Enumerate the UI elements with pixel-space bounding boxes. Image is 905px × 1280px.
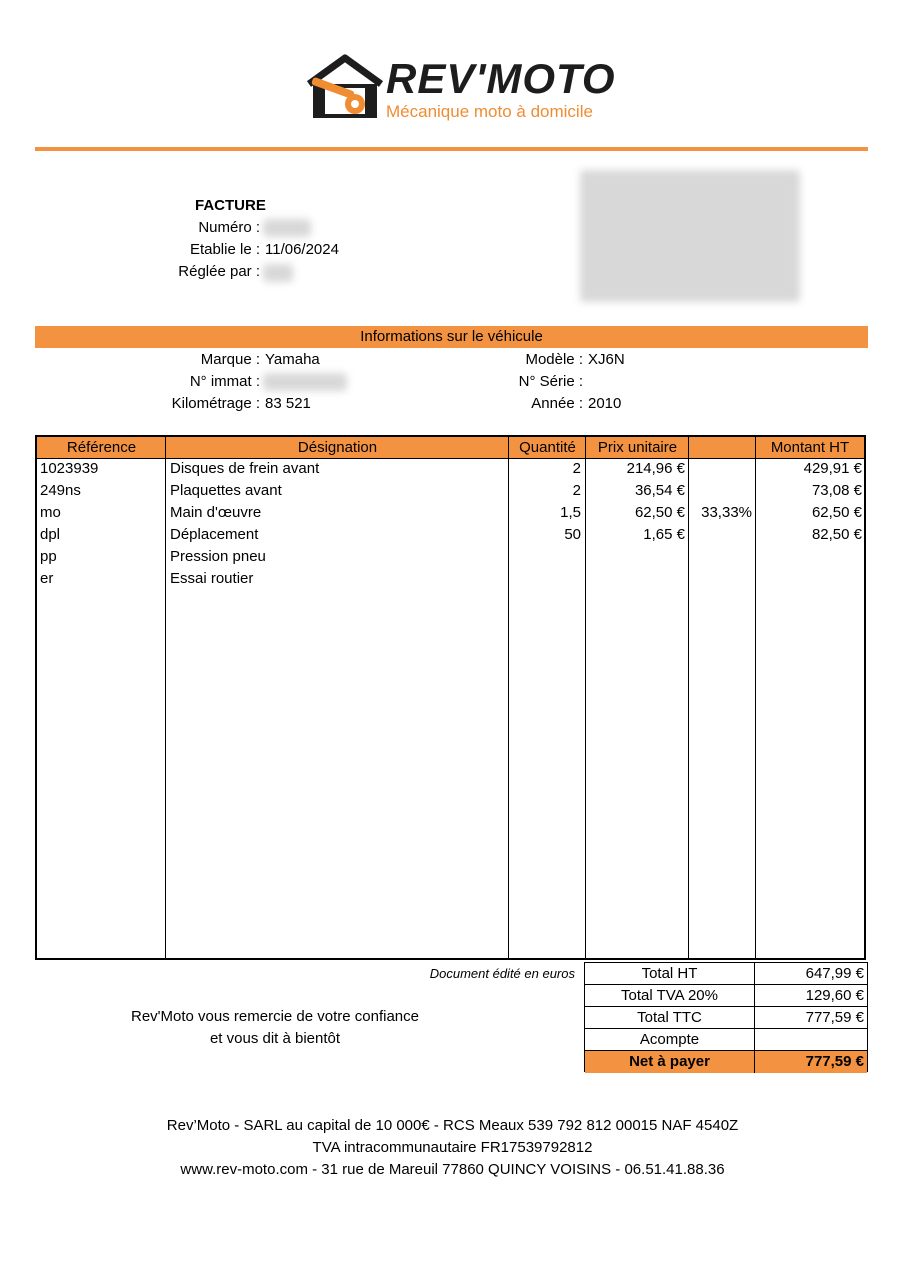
totals-table bbox=[584, 962, 868, 1072]
invoice-date-value: 11/06/2024 bbox=[265, 241, 339, 258]
footer-contact: www.rev-moto.com - 31 rue de Mareuil 77860 QUINCY VOISINS - 06.51.41.88.36 bbox=[180, 1161, 725, 1178]
total-tva-value: 129,60 € bbox=[755, 985, 867, 1007]
cell-designation: Disques de frein avant bbox=[170, 460, 320, 477]
currency-note: Document édité en euros bbox=[429, 966, 575, 981]
cell-reference: pp bbox=[40, 548, 57, 565]
invoice-number-redacted bbox=[263, 219, 311, 237]
items-table bbox=[35, 435, 866, 960]
net-to-pay-value: 777,59 € bbox=[755, 1051, 867, 1073]
cell-extra bbox=[691, 546, 752, 568]
cell-amount: 62,50 € bbox=[811, 504, 862, 521]
cell-unit-price bbox=[588, 568, 685, 590]
thanks-line-1: Rev'Moto vous remercie de votre confiance bbox=[131, 1008, 419, 1025]
mileage-value: 83 521 bbox=[265, 395, 311, 412]
house-wrench-icon bbox=[305, 54, 385, 122]
cell-designation: Déplacement bbox=[170, 526, 259, 543]
total-tva-label: Total TVA 20% bbox=[585, 985, 755, 1007]
serial-label: N° Série : bbox=[518, 373, 583, 390]
cell-unit-price: 1,65 € bbox=[643, 526, 685, 543]
col-divider bbox=[585, 437, 586, 958]
invoice-number-label: Numéro : bbox=[198, 219, 260, 236]
brand-label: Marque : bbox=[200, 351, 260, 368]
year-value: 2010 bbox=[588, 395, 622, 412]
plate-redacted bbox=[263, 373, 347, 391]
mileage-label: Kilométrage : bbox=[171, 395, 260, 412]
cell-amount: 73,08 € bbox=[811, 482, 862, 499]
cell-amount bbox=[758, 546, 862, 568]
footer-vat: TVA intracommunautaire FR17539792812 bbox=[312, 1139, 593, 1156]
brand-value: Yamaha bbox=[265, 351, 320, 368]
col-divider bbox=[755, 437, 756, 958]
client-address-redacted bbox=[580, 170, 800, 302]
cell-extra bbox=[691, 480, 752, 502]
col-header-unit-price: Prix unitaire bbox=[586, 437, 689, 459]
header-divider bbox=[35, 147, 868, 151]
col-header-extra bbox=[689, 437, 756, 459]
cell-unit-price: 214,96 € bbox=[626, 460, 685, 477]
cell-designation: Main d'œuvre bbox=[170, 504, 262, 521]
invoice-paid-label: Réglée par : bbox=[178, 263, 260, 280]
col-divider bbox=[688, 437, 689, 958]
cell-reference: er bbox=[40, 570, 54, 587]
total-ttc-label: Total TTC bbox=[585, 1007, 755, 1029]
cell-quantity: 50 bbox=[564, 526, 581, 543]
cell-designation: Plaquettes avant bbox=[170, 482, 282, 499]
footer-legal: Rev’Moto - SARL au capital de 10 000€ - RCS Meaux 539 792 812 00015 NAF 4540Z bbox=[166, 1117, 739, 1134]
cell-quantity bbox=[511, 568, 581, 590]
cell-reference: 249ns bbox=[40, 482, 81, 499]
cell-unit-price: 36,54 € bbox=[634, 482, 685, 499]
brand-name: REV'MOTO bbox=[386, 55, 616, 102]
cell-extra bbox=[691, 568, 752, 590]
cell-designation: Essai routier bbox=[170, 570, 254, 587]
vehicle-section-title: Informations sur le véhicule bbox=[35, 326, 868, 348]
total-ht-label: Total HT bbox=[585, 963, 755, 985]
net-to-pay-label: Net à payer bbox=[585, 1051, 755, 1073]
cell-reference: dpl bbox=[40, 526, 61, 543]
total-ttc-value: 777,59 € bbox=[755, 1007, 867, 1029]
model-value: XJ6N bbox=[588, 351, 625, 368]
cell-designation: Pression pneu bbox=[170, 548, 266, 565]
model-label: Modèle : bbox=[525, 351, 583, 368]
cell-amount: 429,91 € bbox=[803, 460, 862, 477]
cell-amount: 82,50 € bbox=[811, 526, 862, 543]
col-divider bbox=[508, 437, 509, 958]
cell-reference: 1023939 bbox=[40, 460, 99, 477]
cell-quantity: 1,5 bbox=[560, 504, 581, 521]
acompte-value bbox=[755, 1029, 867, 1051]
cell-unit-price bbox=[588, 546, 685, 568]
invoice-date-label: Etablie le : bbox=[189, 241, 260, 258]
plate-label: N° immat : bbox=[189, 373, 260, 390]
cell-unit-price: 62,50 € bbox=[634, 504, 685, 521]
col-divider bbox=[165, 437, 166, 958]
year-label: Année : bbox=[531, 395, 583, 412]
cell-quantity: 2 bbox=[572, 482, 581, 499]
cell-reference: mo bbox=[40, 504, 61, 521]
cell-quantity: 2 bbox=[572, 460, 581, 477]
cell-extra bbox=[691, 458, 752, 480]
cell-quantity bbox=[511, 546, 581, 568]
col-header-designation: Désignation bbox=[166, 437, 509, 459]
acompte-label: Acompte bbox=[585, 1029, 755, 1051]
col-header-amount: Montant HT bbox=[756, 437, 864, 459]
payment-method-redacted bbox=[263, 264, 293, 282]
cell-extra bbox=[691, 524, 752, 546]
cell-extra: 33,33% bbox=[701, 504, 752, 521]
col-header-quantity: Quantité bbox=[509, 437, 586, 459]
brand-tagline: Mécanique moto à domicile bbox=[386, 102, 593, 121]
thanks-line-2: et vous dit à bientôt bbox=[209, 1030, 341, 1047]
cell-amount bbox=[758, 568, 862, 590]
invoice-title: FACTURE bbox=[195, 197, 266, 214]
total-ht-value: 647,99 € bbox=[755, 963, 867, 985]
col-header-reference: Référence bbox=[37, 437, 166, 459]
